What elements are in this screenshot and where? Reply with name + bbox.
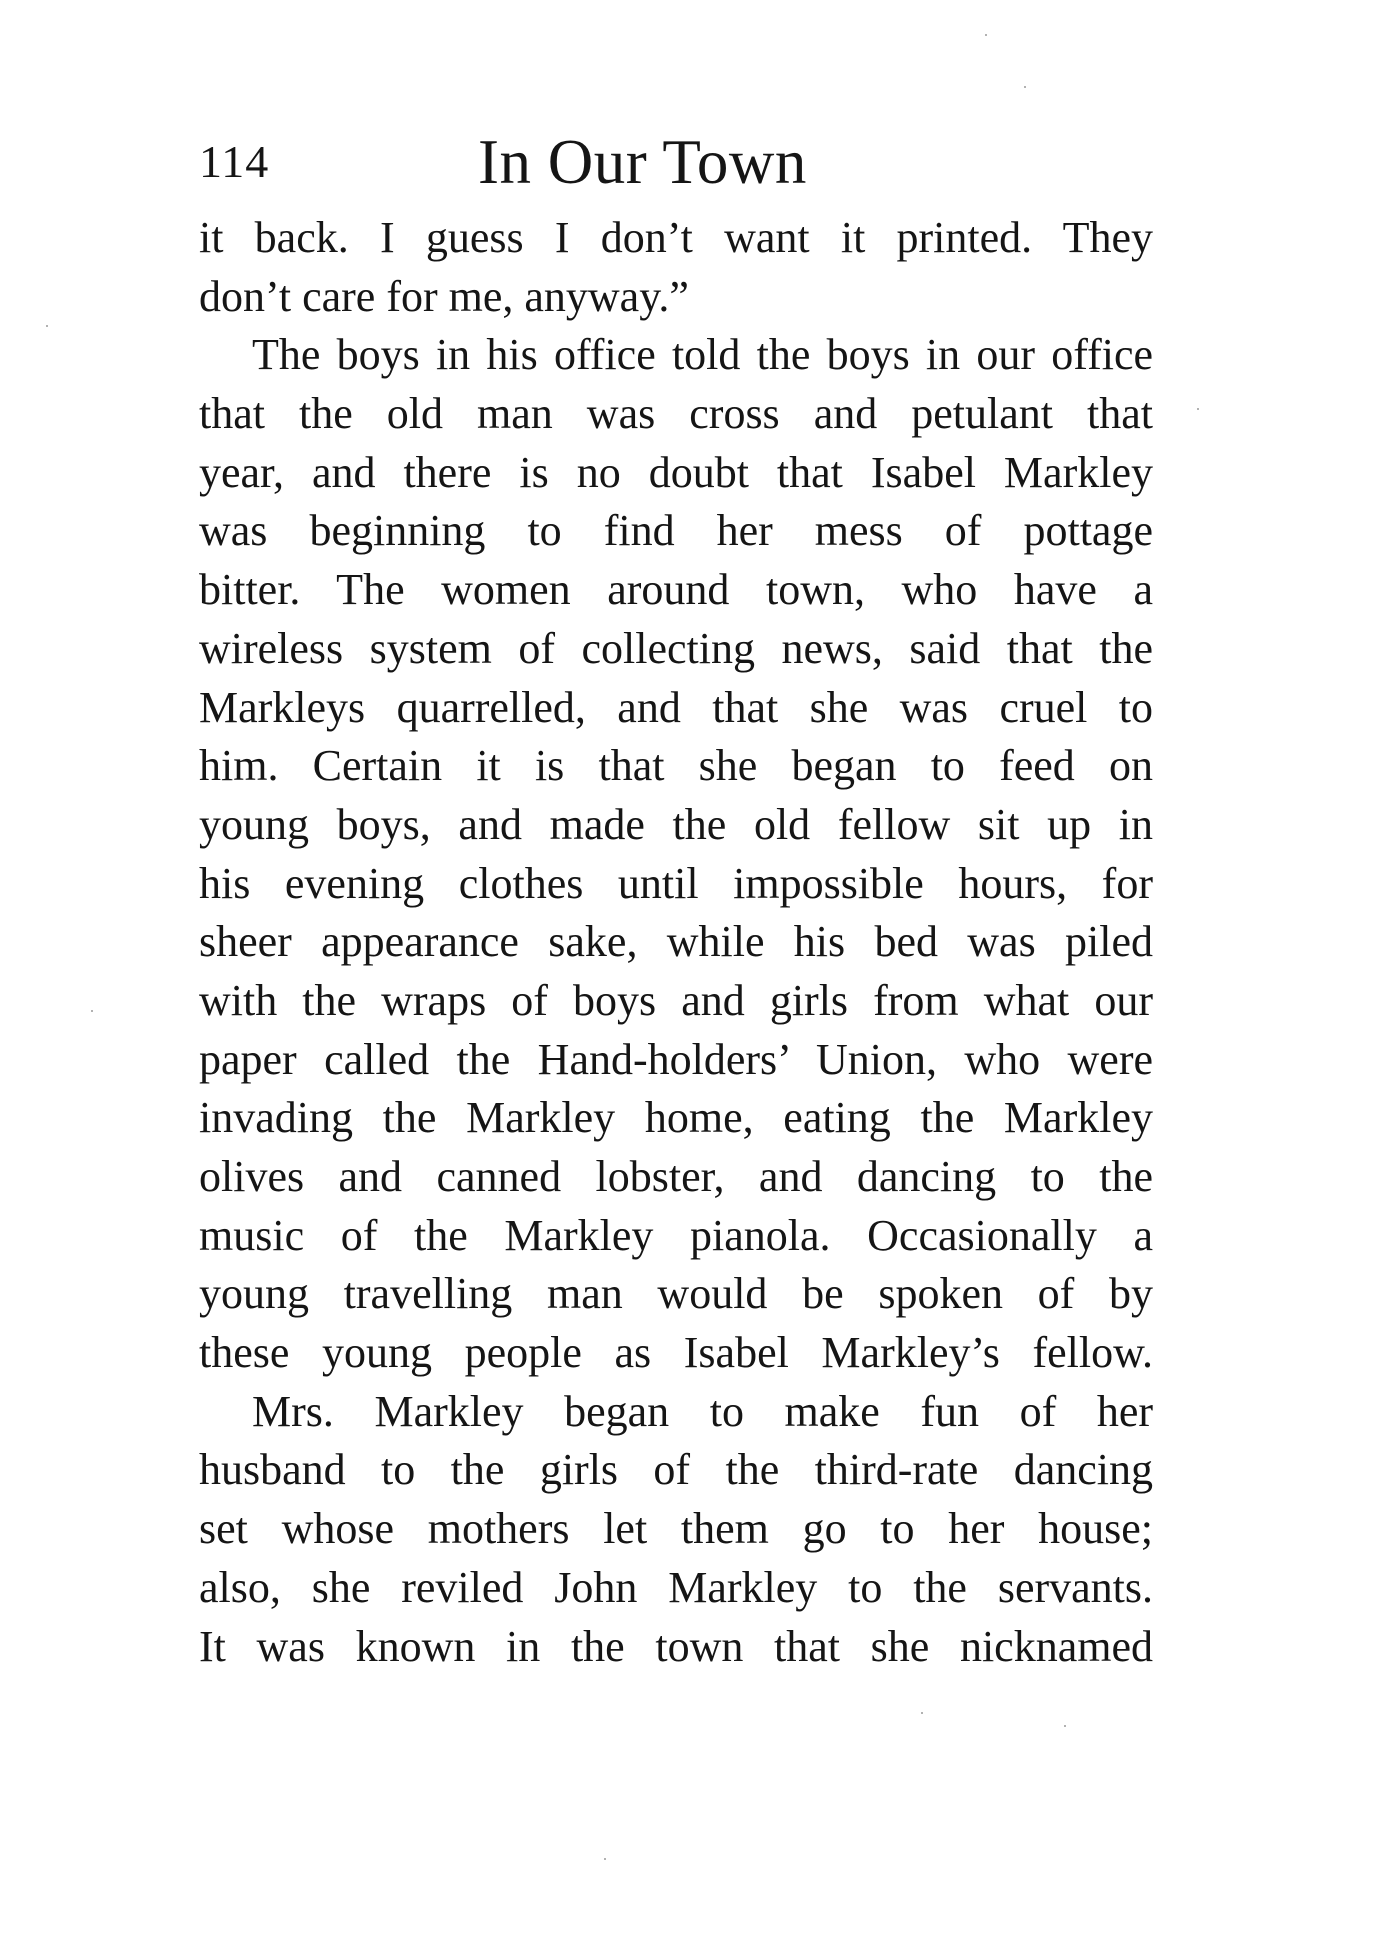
text-line: sheer appearance sake, while his bed was piled: [199, 917, 1153, 967]
text-line: young boys, and made the old fellow sit up in: [199, 799, 1153, 849]
paper-speck: [1024, 86, 1026, 88]
text-line: his evening clothes until impossible hours, for: [199, 858, 1153, 908]
text-line: with the wraps of boys and girls from what our: [199, 975, 1153, 1025]
running-head: [199, 124, 1159, 204]
text-line: It was known in the town that she nicknamed: [199, 1621, 1153, 1671]
text-line: husband to the girls of the third-rate dancing: [199, 1445, 1153, 1495]
text-line: that the old man was cross and petulant that: [199, 389, 1153, 439]
text-line: music of the Markley pianola. Occasionally a: [199, 1210, 1153, 1260]
text-line: young travelling man would be spoken of by: [199, 1269, 1153, 1319]
text-line: wireless system of collecting news, said that the: [199, 623, 1153, 673]
text-line: paper called the Hand-holders’ Union, who were: [199, 1034, 1153, 1084]
paper-speck: [1064, 1725, 1066, 1727]
text-line: olives and canned lobster, and dancing to the: [199, 1152, 1153, 1201]
text-line: invading the Markley home, eating the Markley: [199, 1093, 1153, 1143]
text-line: bitter. The women around town, who have a: [199, 565, 1153, 615]
text-line: year, and there is no doubt that Isabel Markley: [199, 447, 1153, 497]
text-line: also, she reviled John Markley to the servants.: [199, 1562, 1153, 1612]
paper-speck: [604, 1858, 606, 1860]
page-number: 114: [199, 136, 270, 187]
paper-speck: [1197, 408, 1199, 410]
book-title: In Our Town: [478, 127, 807, 197]
text-line: set whose mothers let them go to her house;: [199, 1504, 1153, 1554]
paragraph-start-line: The boys in his office told the boys in our office: [252, 330, 1153, 380]
paper-speck: [46, 325, 48, 327]
text-line: these young people as Isabel Markley’s fellow.: [199, 1328, 1153, 1378]
text-line: don’t care for me, anyway.”: [199, 271, 689, 321]
paper-speck: [985, 34, 987, 36]
text-line: it back. I guess I don’t want it printed. They: [199, 213, 1153, 262]
paper-speck: [921, 1712, 923, 1714]
paragraph-start-line: Mrs. Markley began to make fun of her: [252, 1386, 1153, 1436]
body-text: [199, 209, 1153, 1676]
text-line: him. Certain it is that she began to feed on: [199, 741, 1153, 791]
text-line: Markleys quarrelled, and that she was cruel to: [199, 682, 1153, 732]
paper-speck: [91, 1010, 93, 1012]
text-line: was beginning to find her mess of pottage: [199, 506, 1153, 556]
